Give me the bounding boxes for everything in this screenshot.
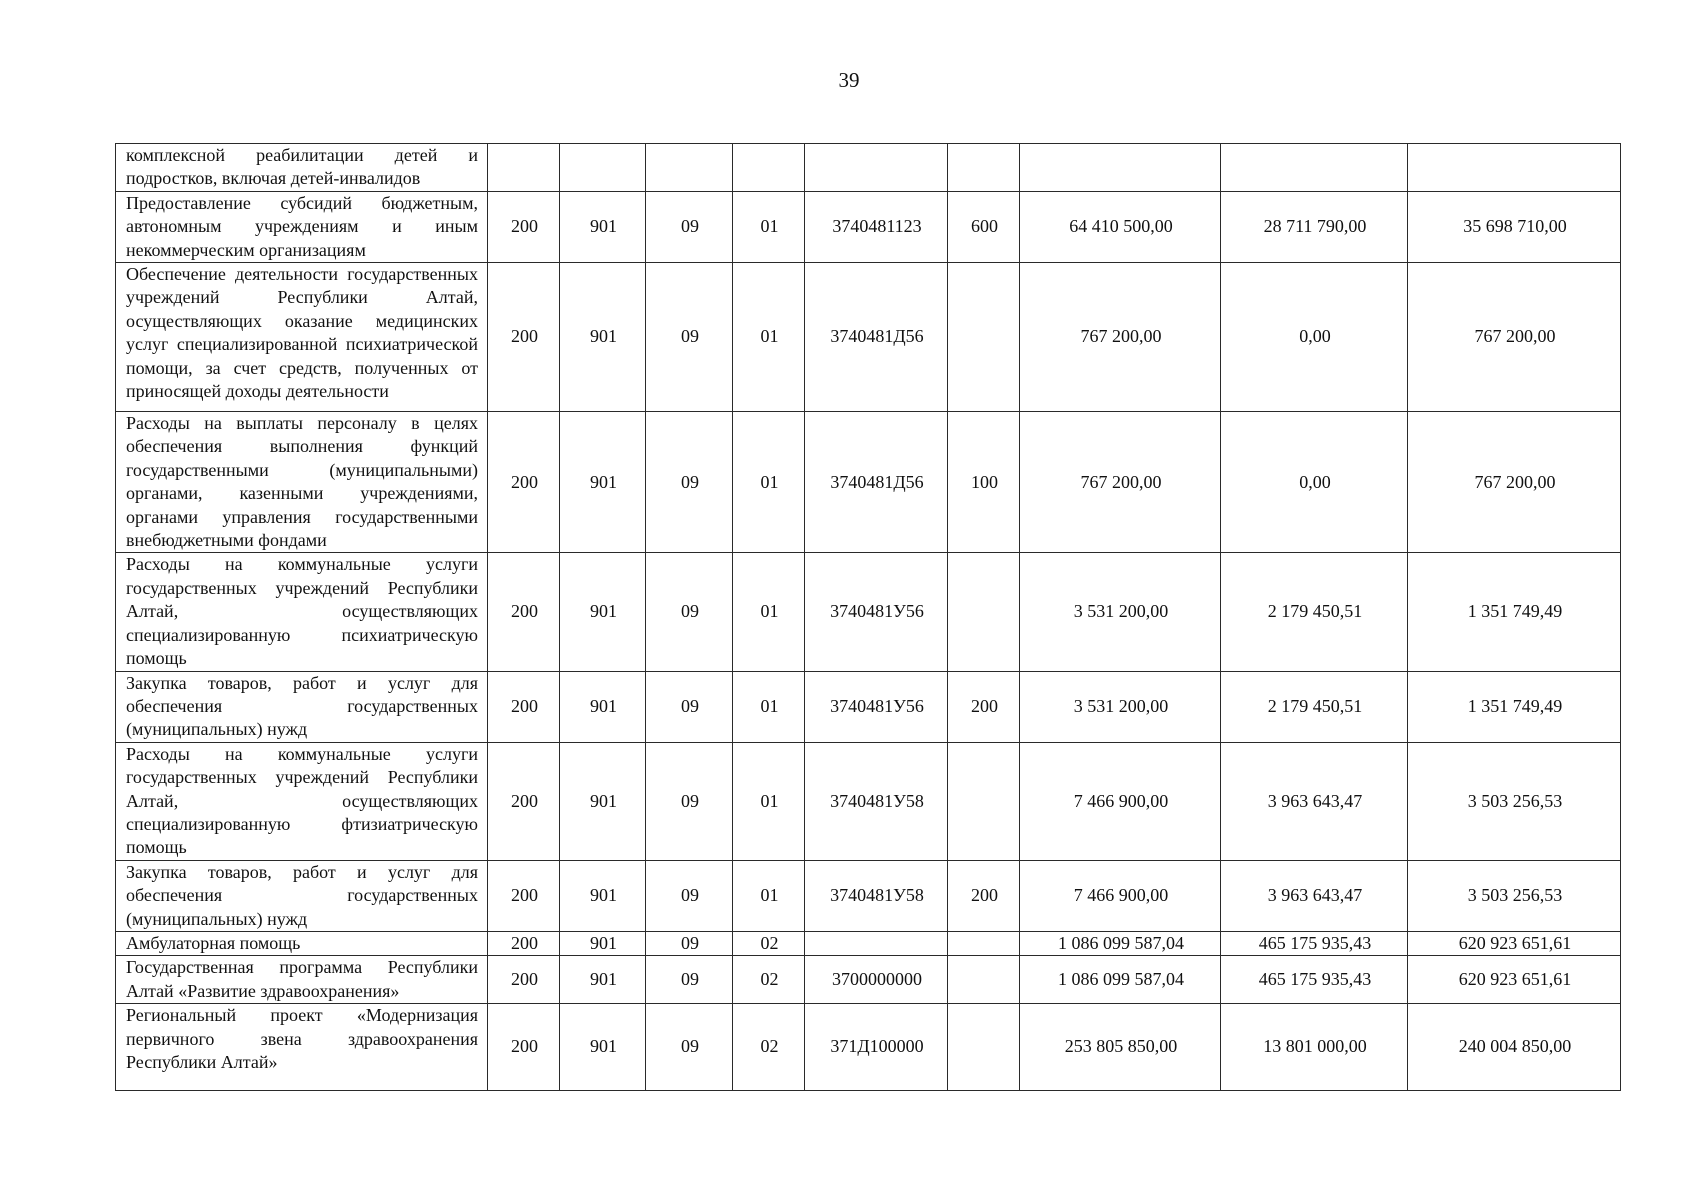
code-expense-type-cell xyxy=(948,956,1020,1004)
amount-plan-cell: 253 805 850,00 xyxy=(1020,1004,1221,1091)
code-section-cell: 09 xyxy=(646,263,733,412)
code-admin-cell: 200 xyxy=(488,1004,560,1091)
table-row xyxy=(116,1004,1621,1091)
code-subsection-cell: 01 xyxy=(733,412,805,553)
budget-table xyxy=(115,143,1621,1091)
code-target-article-cell: 3740481У58 xyxy=(805,742,948,860)
code-target-article-cell xyxy=(805,931,948,955)
row-name-cell: Амбулаторная помощь xyxy=(116,931,488,955)
code-expense-type-cell xyxy=(948,263,1020,412)
amount-executed-cell: 13 801 000,00 xyxy=(1221,1004,1408,1091)
table-row xyxy=(116,671,1621,742)
amount-executed-cell: 0,00 xyxy=(1221,412,1408,553)
code-target-article-cell: 371Д100000 xyxy=(805,1004,948,1091)
code-section-cell xyxy=(646,144,733,192)
row-name-cell: Расходы на коммунальные услуги государственных учреждений Республики Алтай, осуществляющих специализированную психиатрическую помощь xyxy=(116,553,488,671)
amount-executed-cell: 0,00 xyxy=(1221,263,1408,412)
table-row xyxy=(116,412,1621,553)
row-name-cell: Государственная программа Республики Алтай «Развитие здравоохранения» xyxy=(116,956,488,1004)
code-admin-cell: 200 xyxy=(488,412,560,553)
code-ministry-cell: 901 xyxy=(560,860,646,931)
table-row xyxy=(116,956,1621,1004)
code-admin-cell: 200 xyxy=(488,956,560,1004)
amount-remaining-cell: 3 503 256,53 xyxy=(1408,860,1621,931)
code-section-cell: 09 xyxy=(646,412,733,553)
code-section-cell: 09 xyxy=(646,860,733,931)
row-name-cell: Расходы на выплаты персоналу в целях обеспечения выполнения функций государственными (муниципальными) органами, казенными учреждениями, органами управления государственными внебюджетными фондами xyxy=(116,412,488,553)
amount-remaining-cell: 35 698 710,00 xyxy=(1408,191,1621,262)
amount-remaining-cell: 1 351 749,49 xyxy=(1408,553,1621,671)
table-row xyxy=(116,860,1621,931)
amount-executed-cell: 2 179 450,51 xyxy=(1221,553,1408,671)
code-subsection-cell: 02 xyxy=(733,956,805,1004)
amount-executed-cell: 465 175 935,43 xyxy=(1221,931,1408,955)
amount-remaining-cell: 620 923 651,61 xyxy=(1408,956,1621,1004)
amount-remaining-cell: 3 503 256,53 xyxy=(1408,742,1621,860)
amount-executed-cell: 2 179 450,51 xyxy=(1221,671,1408,742)
code-expense-type-cell: 200 xyxy=(948,671,1020,742)
code-ministry-cell: 901 xyxy=(560,191,646,262)
code-subsection-cell: 01 xyxy=(733,742,805,860)
code-subsection-cell: 01 xyxy=(733,860,805,931)
table-row xyxy=(116,931,1621,955)
code-target-article-cell: 3740481У56 xyxy=(805,671,948,742)
amount-remaining-cell: 1 351 749,49 xyxy=(1408,671,1621,742)
amount-remaining-cell: 620 923 651,61 xyxy=(1408,931,1621,955)
code-ministry-cell: 901 xyxy=(560,931,646,955)
code-ministry-cell: 901 xyxy=(560,553,646,671)
table-row xyxy=(116,144,1621,192)
row-name-cell: комплексной реабилитации детей и подростков, включая детей-инвалидов xyxy=(116,144,488,192)
table-row xyxy=(116,191,1621,262)
code-section-cell: 09 xyxy=(646,553,733,671)
amount-plan-cell: 767 200,00 xyxy=(1020,412,1221,553)
amount-executed-cell: 28 711 790,00 xyxy=(1221,191,1408,262)
code-section-cell: 09 xyxy=(646,742,733,860)
row-name-cell: Обеспечение деятельности государственных учреждений Республики Алтай, осуществляющих оказание медицинских услуг специализированной психиатрической помощи, за счет средств, полученных от приносящей доходы деятельности xyxy=(116,263,488,412)
code-section-cell: 09 xyxy=(646,191,733,262)
amount-remaining-cell: 767 200,00 xyxy=(1408,412,1621,553)
code-expense-type-cell xyxy=(948,1004,1020,1091)
amount-remaining-cell: 767 200,00 xyxy=(1408,263,1621,412)
code-ministry-cell: 901 xyxy=(560,412,646,553)
code-admin-cell: 200 xyxy=(488,860,560,931)
row-name-cell: Расходы на коммунальные услуги государственных учреждений Республики Алтай, осуществляющих специализированную фтизиатрическую помощь xyxy=(116,742,488,860)
code-target-article-cell xyxy=(805,144,948,192)
code-subsection-cell: 01 xyxy=(733,191,805,262)
code-expense-type-cell: 100 xyxy=(948,412,1020,553)
amount-plan-cell: 64 410 500,00 xyxy=(1020,191,1221,262)
amount-plan-cell xyxy=(1020,144,1221,192)
code-target-article-cell: 3740481У58 xyxy=(805,860,948,931)
code-target-article-cell: 3740481У56 xyxy=(805,553,948,671)
table-row xyxy=(116,263,1621,412)
code-subsection-cell: 02 xyxy=(733,1004,805,1091)
code-admin-cell: 200 xyxy=(488,671,560,742)
amount-plan-cell: 767 200,00 xyxy=(1020,263,1221,412)
code-subsection-cell: 02 xyxy=(733,931,805,955)
code-expense-type-cell: 600 xyxy=(948,191,1020,262)
row-name-cell: Закупка товаров, работ и услуг для обеспечения государственных (муниципальных) нужд xyxy=(116,860,488,931)
amount-plan-cell: 7 466 900,00 xyxy=(1020,742,1221,860)
code-admin-cell: 200 xyxy=(488,742,560,860)
amount-remaining-cell xyxy=(1408,144,1621,192)
table-row xyxy=(116,553,1621,671)
code-expense-type-cell xyxy=(948,931,1020,955)
code-admin-cell xyxy=(488,144,560,192)
code-admin-cell: 200 xyxy=(488,191,560,262)
code-subsection-cell: 01 xyxy=(733,553,805,671)
code-expense-type-cell xyxy=(948,742,1020,860)
code-section-cell: 09 xyxy=(646,956,733,1004)
code-expense-type-cell: 200 xyxy=(948,860,1020,931)
amount-executed-cell xyxy=(1221,144,1408,192)
row-name-cell: Закупка товаров, работ и услуг для обеспечения государственных (муниципальных) нужд xyxy=(116,671,488,742)
amount-plan-cell: 3 531 200,00 xyxy=(1020,553,1221,671)
code-ministry-cell xyxy=(560,144,646,192)
code-target-article-cell: 3740481Д56 xyxy=(805,412,948,553)
code-section-cell: 09 xyxy=(646,1004,733,1091)
table-body xyxy=(116,144,1621,1091)
amount-executed-cell: 3 963 643,47 xyxy=(1221,860,1408,931)
code-admin-cell: 200 xyxy=(488,931,560,955)
code-target-article-cell: 3740481123 xyxy=(805,191,948,262)
amount-plan-cell: 1 086 099 587,04 xyxy=(1020,931,1221,955)
code-ministry-cell: 901 xyxy=(560,956,646,1004)
code-section-cell: 09 xyxy=(646,931,733,955)
code-ministry-cell: 901 xyxy=(560,742,646,860)
code-admin-cell: 200 xyxy=(488,263,560,412)
amount-plan-cell: 7 466 900,00 xyxy=(1020,860,1221,931)
row-name-cell: Предоставление субсидий бюджетным, автономным учреждениям и иным некоммерческим организациям xyxy=(116,191,488,262)
code-expense-type-cell xyxy=(948,553,1020,671)
amount-plan-cell: 1 086 099 587,04 xyxy=(1020,956,1221,1004)
code-target-article-cell: 3700000000 xyxy=(805,956,948,1004)
code-ministry-cell: 901 xyxy=(560,1004,646,1091)
amount-executed-cell: 465 175 935,43 xyxy=(1221,956,1408,1004)
amount-remaining-cell: 240 004 850,00 xyxy=(1408,1004,1621,1091)
row-name-cell: Региональный проект «Модернизация первичного звена здравоохранения Республики Алтай» xyxy=(116,1004,488,1091)
code-expense-type-cell xyxy=(948,144,1020,192)
code-section-cell: 09 xyxy=(646,671,733,742)
code-target-article-cell: 3740481Д56 xyxy=(805,263,948,412)
page-number: 39 xyxy=(838,68,860,92)
table-row xyxy=(116,742,1621,860)
amount-plan-cell: 3 531 200,00 xyxy=(1020,671,1221,742)
code-subsection-cell: 01 xyxy=(733,263,805,412)
code-admin-cell: 200 xyxy=(488,553,560,671)
code-subsection-cell: 01 xyxy=(733,671,805,742)
amount-executed-cell: 3 963 643,47 xyxy=(1221,742,1408,860)
code-ministry-cell: 901 xyxy=(560,671,646,742)
code-subsection-cell xyxy=(733,144,805,192)
code-ministry-cell: 901 xyxy=(560,263,646,412)
